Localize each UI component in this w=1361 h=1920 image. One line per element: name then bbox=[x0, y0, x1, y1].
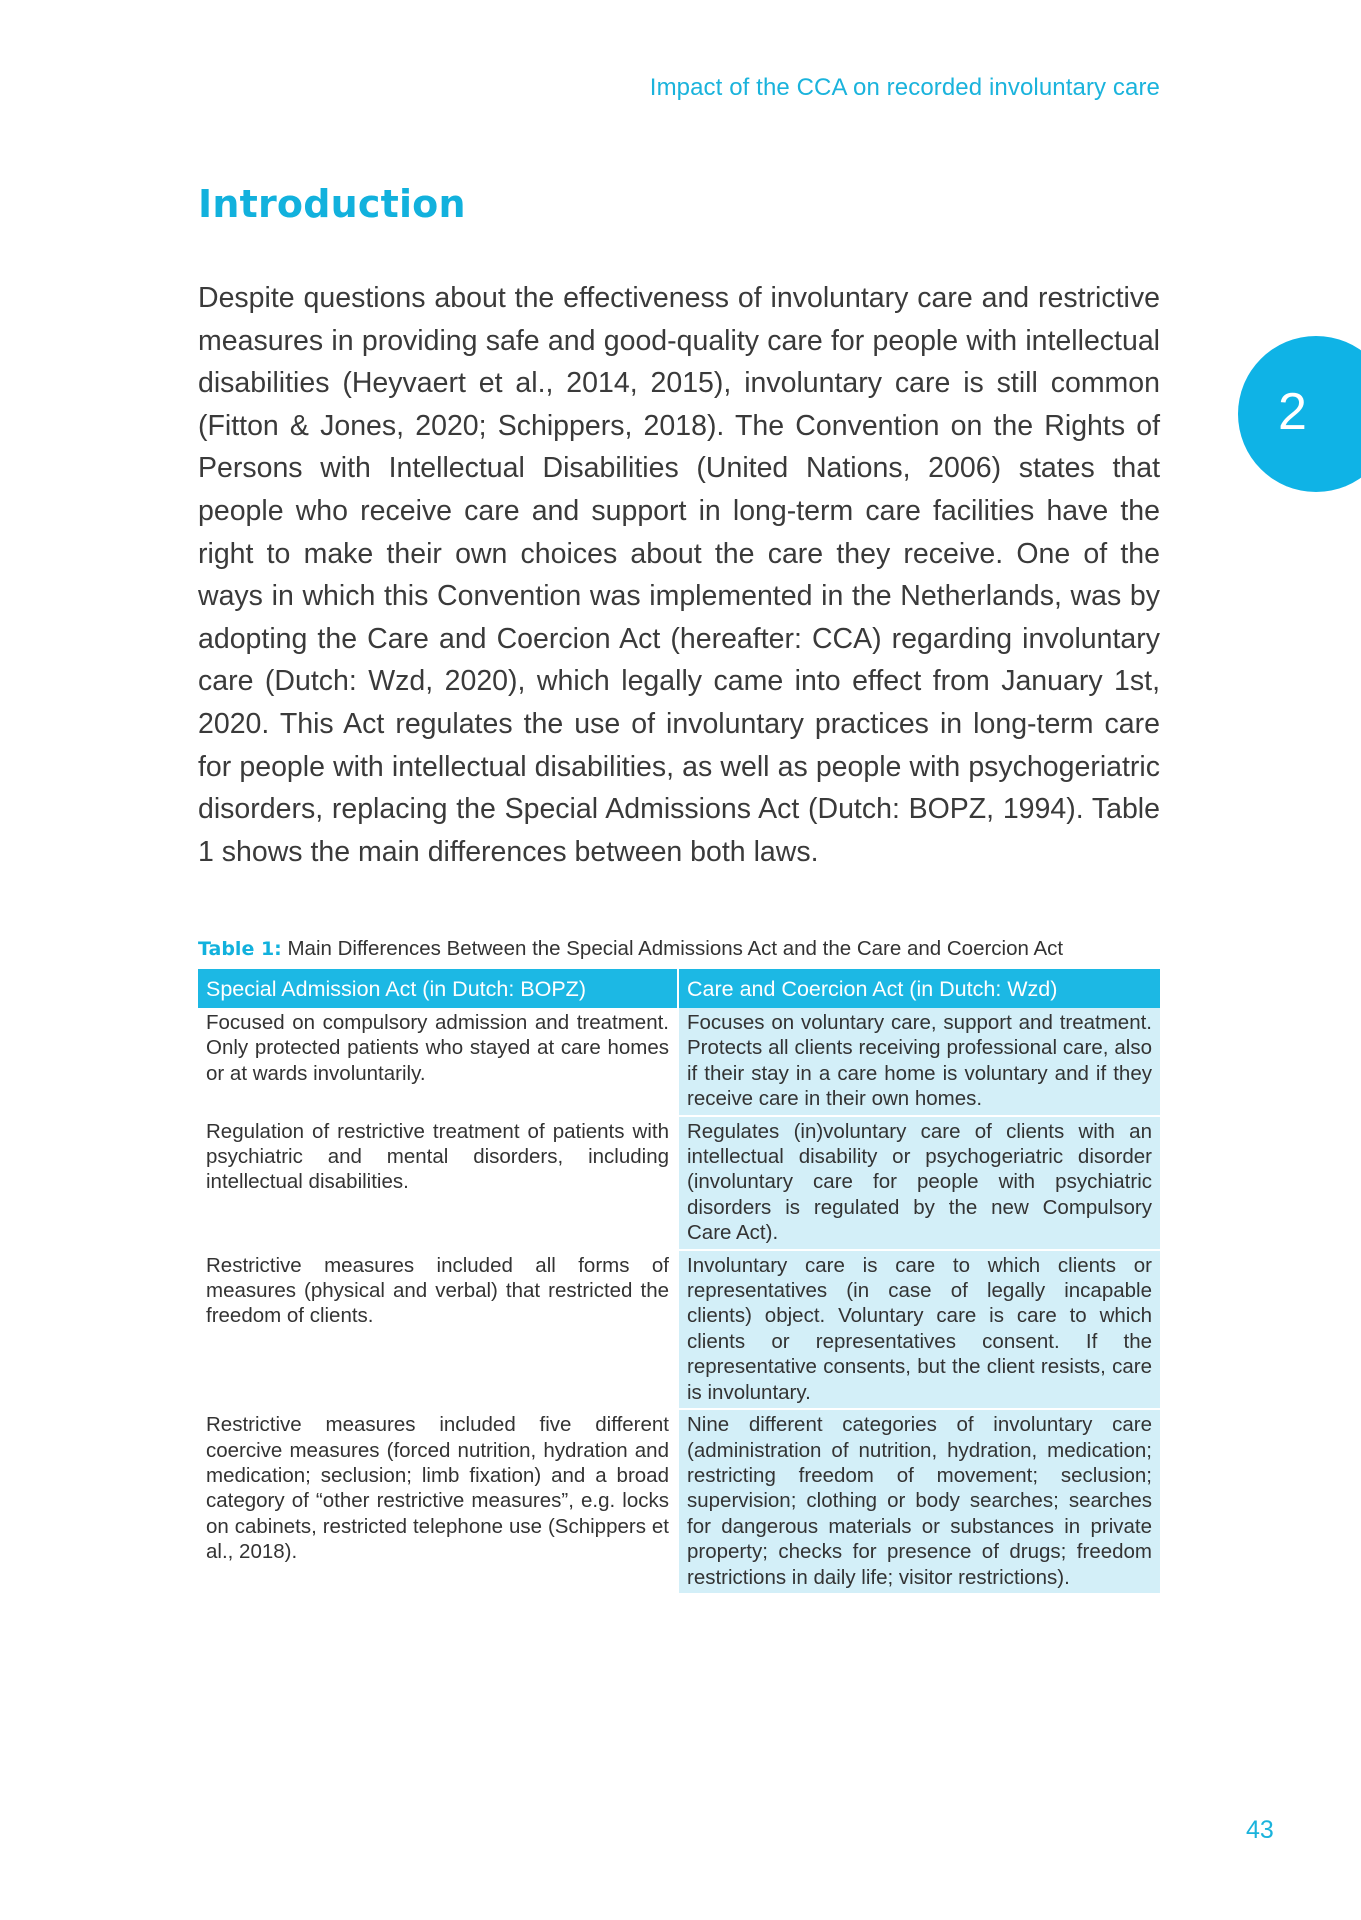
cell-bopz: Focused on compulsory admission and treatment. Only protected patients who stayed at care homes or at wards involuntarily. bbox=[198, 1008, 679, 1117]
table-row bbox=[198, 1008, 1160, 1117]
table-row bbox=[198, 1410, 1160, 1595]
cell-bopz: Regulation of restrictive treatment of patients with psychiatric and mental disorders, including intellectual disabilities. bbox=[198, 1117, 679, 1251]
header-bopz: Special Admission Act (in Dutch: BOPZ) bbox=[198, 969, 679, 1008]
header-wzd: Care and Coercion Act (in Dutch: Wzd) bbox=[679, 969, 1160, 1008]
cell-bopz: Restrictive measures included five different coercive measures (forced nutrition, hydration and medication; seclusion; limb fixation) and a broad category of “other restrictive measures”, e.g. locks on cabinets, restricted telephone use (Schippers et al., 2018). bbox=[198, 1410, 679, 1595]
chapter-tab bbox=[1238, 336, 1361, 492]
table-row bbox=[198, 1117, 1160, 1251]
table-caption-label: Table 1: bbox=[198, 938, 282, 960]
cell-wzd: Regulates (in)voluntary care of clients with an intellectual disability or psychogeriatric disorder (involuntary care for people with psychiatric disorders is regulated by the new Compulsory Care Act). bbox=[679, 1117, 1160, 1251]
chapter-number: 2 bbox=[1278, 383, 1307, 441]
cell-wzd: Nine different categories of involuntary care (administration of nutrition, hydration, medication; restricting freedom of movement; seclusion; supervision; clothing or body searches; searches for dangerous materials or substances in private property; checks for presence of drugs; freedom restrictions in daily life; visitor restrictions). bbox=[679, 1410, 1160, 1595]
section-title: Introduction bbox=[198, 182, 466, 226]
table-caption-text: Main Differences Between the Special Admissions Act and the Care and Coercion Act bbox=[281, 937, 1064, 960]
cell-wzd: Focuses on voluntary care, support and treatment. Protects all clients receiving professional care, also if their stay in a care home is voluntary and if they receive care in their own homes. bbox=[679, 1008, 1160, 1117]
comparison-table bbox=[198, 969, 1160, 1595]
table-caption bbox=[198, 937, 1178, 961]
running-header: Impact of the CCA on recorded involuntary care bbox=[649, 74, 1160, 101]
cell-bopz: Restrictive measures included all forms of measures (physical and verbal) that restricted the freedom of clients. bbox=[198, 1251, 679, 1410]
table-header-row bbox=[198, 969, 1160, 1008]
intro-paragraph: Despite questions about the effectiveness of involuntary care and restrictive measures in providing safe and good-quality care for people with intellectual disabilities (Heyvaert et al., 2014, 2015), involuntary care is still common (Fitton & Jones, 2020; Schippers, 2018). The Convention on the Rights of Persons with Intellectual Disabilities (United Nations, 2006) states that people who receive care and support in long-term care facilities have the right to make their own choices about the care they receive. One of the ways in which this Convention was implemented in the Netherlands, was by adopting the Care and Coercion Act (hereafter: CCA) regarding involuntary care (Dutch: Wzd, 2020), which legally came into effect from January 1st, 2020. This Act regulates the use of involuntary practices in long-term care for people with intellectual disabilities, as well as people with psychogeriatric disorders, replacing the Special Admissions Act (Dutch: BOPZ, 1994). Table 1 shows the main differences between both laws. bbox=[198, 282, 1160, 868]
table-row bbox=[198, 1251, 1160, 1410]
page-number: 43 bbox=[1246, 1816, 1274, 1844]
cell-wzd: Involuntary care is care to which clients or representatives (in case of legally incapable clients) object. Voluntary care is care to which clients or representatives consent. If the representative consents, but the client resists, care is involuntary. bbox=[679, 1251, 1160, 1410]
